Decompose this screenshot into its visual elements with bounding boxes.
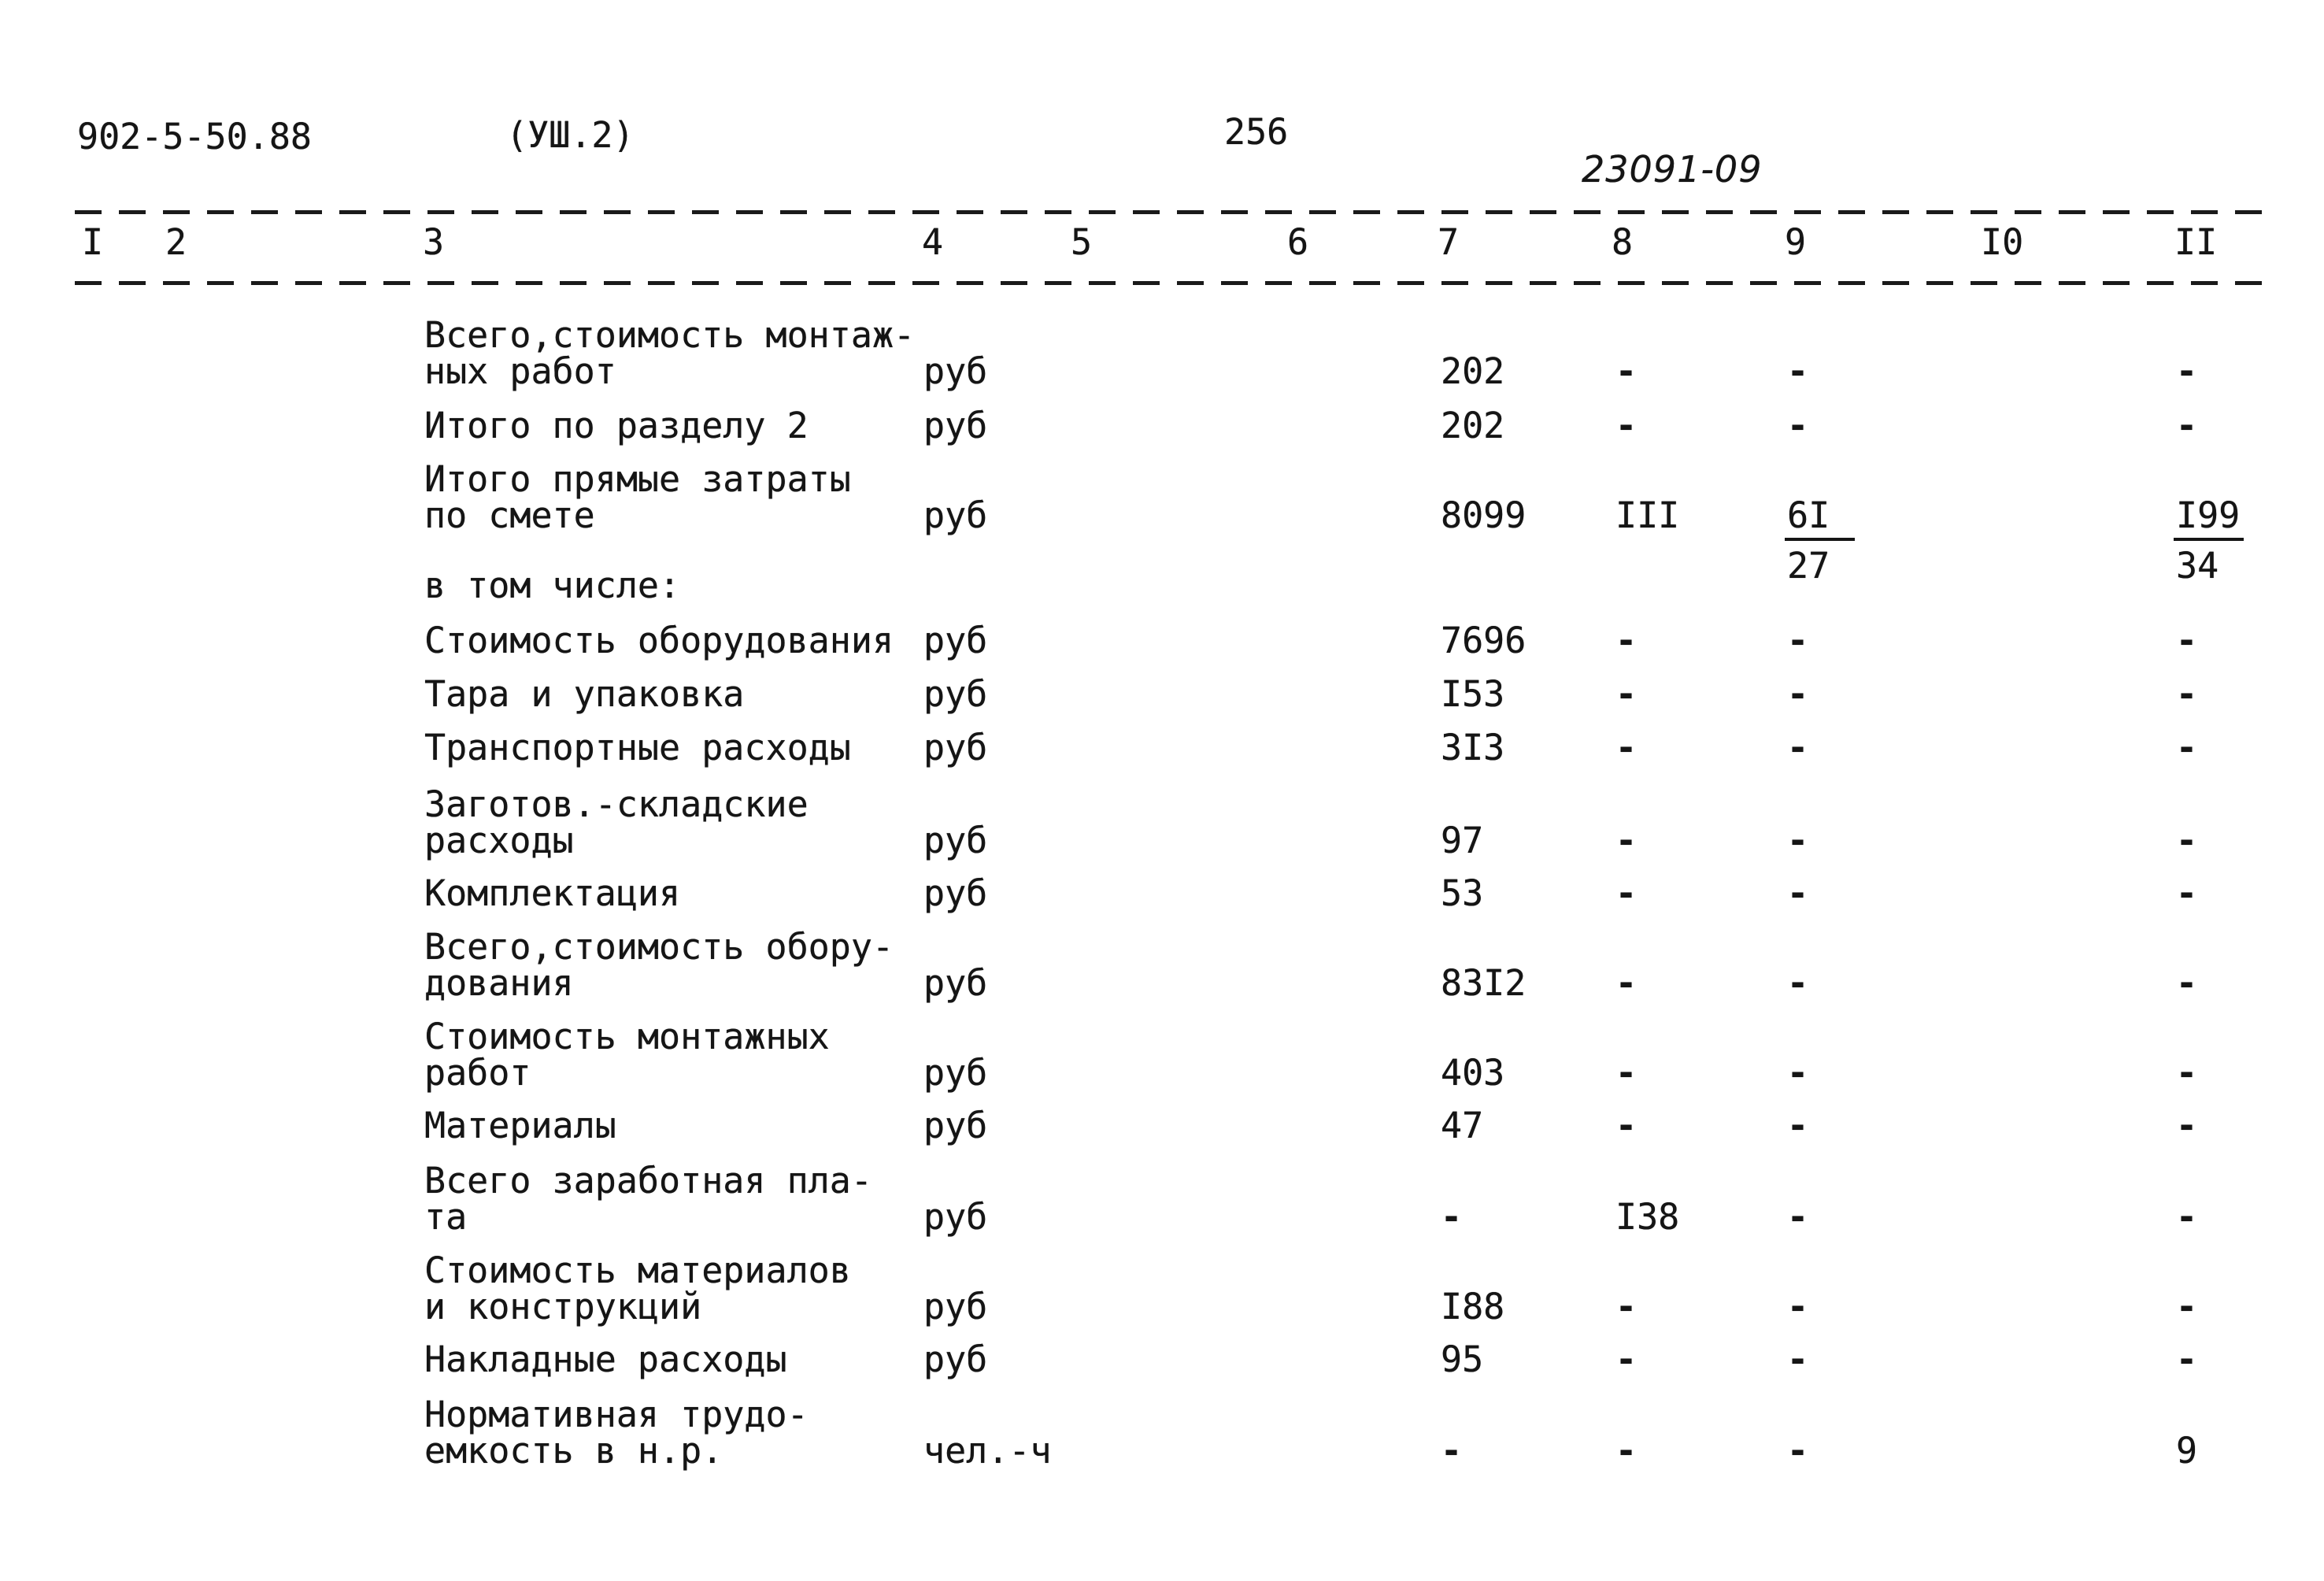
col9-value: - [1787, 1105, 1809, 1146]
col7-value: 53 [1441, 872, 1484, 914]
col9-value: - [1787, 673, 1809, 715]
col9-value: - [1787, 820, 1809, 861]
col9-value: - [1787, 620, 1809, 661]
row-label-line: ных работ [424, 350, 616, 392]
col7-value: I88 [1441, 1286, 1505, 1327]
col7-value: 202 [1441, 350, 1505, 392]
col8-value: - [1615, 1052, 1638, 1094]
volume-label: (УШ.2) [506, 114, 635, 156]
col7-value: I53 [1441, 673, 1505, 715]
row-unit: руб [923, 820, 988, 861]
row-label-line: дования [424, 962, 574, 1004]
row-unit: руб [923, 673, 988, 715]
col9-value: - [1787, 350, 1809, 392]
row-unit: руб [923, 962, 988, 1004]
col11-value: - [2176, 1052, 2198, 1094]
col8-value: - [1615, 872, 1638, 914]
col8-value: - [1615, 673, 1638, 715]
row-label-line: та [424, 1196, 468, 1238]
fraction-numerator: 6I [1787, 494, 1830, 536]
row-unit: руб [923, 1338, 988, 1380]
row-label [424, 314, 916, 392]
col8-value: - [1615, 405, 1638, 446]
row-unit: руб [923, 350, 988, 392]
column-number: I [82, 221, 104, 263]
row-unit: руб [923, 494, 988, 536]
row-label-line: и конструкций [424, 1286, 702, 1327]
column-number: 5 [1071, 221, 1093, 263]
col9-value: - [1787, 962, 1809, 1004]
column-number: II [2174, 221, 2218, 263]
col9-value: - [1787, 1052, 1809, 1094]
col8-value: - [1615, 1286, 1638, 1327]
col9-value: - [1787, 872, 1809, 914]
page-number: 256 [1224, 111, 1289, 153]
col7-value: 8099 [1441, 494, 1527, 536]
row-label [424, 1338, 787, 1380]
row-label-line: в том числе: [424, 565, 681, 606]
row-label [424, 926, 894, 1004]
row-label-line: Стоимость материалов [424, 1250, 851, 1291]
col9-fraction [1787, 494, 1866, 592]
col11-value: - [2176, 350, 2198, 392]
column-number: 4 [922, 221, 944, 263]
row-label-line: Нормативная трудо- [424, 1394, 809, 1435]
col11-value: - [2176, 727, 2198, 768]
row-label-line: Стоимость монтажных [424, 1016, 830, 1057]
row-label-line: Накладные расходы [424, 1338, 787, 1380]
row-label-line: Комплектация [424, 872, 681, 914]
row-label-line: Транспортные расходы [424, 727, 851, 768]
col9-value: - [1787, 1430, 1809, 1472]
col7-value: 95 [1441, 1338, 1484, 1380]
col9-value: - [1787, 1338, 1809, 1380]
row-label [424, 1016, 830, 1094]
row-label-line: емкость в н.р. [424, 1430, 723, 1472]
row-label-line: по смете [424, 494, 595, 536]
col11-value: - [2176, 872, 2198, 914]
col7-value: 97 [1441, 820, 1484, 861]
row-unit: руб [923, 872, 988, 914]
col8-value: - [1615, 620, 1638, 661]
col8-value: - [1615, 1338, 1638, 1380]
col7-value: 403 [1441, 1052, 1505, 1094]
col9-value: - [1787, 405, 1809, 446]
row-label-line: Стоимость оборудования [424, 620, 894, 661]
col8-value: - [1615, 962, 1638, 1004]
col11-value: - [2176, 1196, 2198, 1238]
row-label-line: расходы [424, 820, 574, 861]
column-number: 7 [1438, 221, 1460, 263]
col8-value: - [1615, 1430, 1638, 1472]
dashed-rule-top [75, 210, 2264, 214]
col8-value: - [1615, 727, 1638, 768]
row-label [424, 872, 681, 914]
row-label-line: работ [424, 1052, 531, 1094]
row-label-line: Заготов.-складские [424, 783, 809, 825]
fraction-bar [2174, 538, 2244, 541]
row-label-line: Всего,стоимость обору- [424, 926, 894, 968]
col7-value: 83I2 [1441, 962, 1527, 1004]
col9-value: - [1787, 1196, 1809, 1238]
row-label-line: Материалы [424, 1105, 616, 1146]
col11-value: - [2176, 1286, 2198, 1327]
row-label [424, 1105, 616, 1146]
row-unit: руб [923, 620, 988, 661]
col11-value: - [2176, 820, 2198, 861]
row-unit: чел.-ч [923, 1430, 1052, 1472]
column-number: 2 [165, 221, 187, 263]
row-label-line: Итого прямые затраты [424, 458, 851, 500]
col9-value: - [1787, 1286, 1809, 1327]
project-code: 902-5-50.88 [77, 116, 313, 157]
row-unit: руб [923, 1052, 988, 1094]
col11-fraction [2176, 494, 2255, 592]
col7-value: 3I3 [1441, 727, 1505, 768]
fraction-denominator: 34 [2176, 545, 2219, 587]
col11-value: 9 [2176, 1430, 2198, 1472]
row-label [424, 565, 681, 606]
col9-value: - [1787, 727, 1809, 768]
col11-value: - [2176, 1338, 2198, 1380]
col8-value: - [1615, 350, 1638, 392]
row-unit: руб [923, 405, 988, 446]
row-label [424, 405, 809, 446]
col7-value: - [1441, 1430, 1463, 1472]
row-label-line: Всего заработная пла- [424, 1160, 872, 1201]
col11-value: - [2176, 1105, 2198, 1146]
col8-value: - [1615, 1105, 1638, 1146]
row-unit: руб [923, 727, 988, 768]
row-label-line: Итого по разделу 2 [424, 405, 809, 446]
fraction-numerator: I99 [2176, 494, 2241, 536]
fraction-bar [1785, 538, 1855, 541]
fraction-denominator: 27 [1787, 545, 1830, 587]
row-label [424, 783, 809, 861]
row-unit: руб [923, 1105, 988, 1146]
col8-value: - [1615, 820, 1638, 861]
col11-value: - [2176, 620, 2198, 661]
handwritten-sheet-number: 23091-09 [1582, 148, 1763, 191]
column-number: I0 [1981, 221, 2024, 263]
col8-value: III [1615, 494, 1680, 536]
dashed-rule-bottom [75, 281, 2264, 285]
col7-value: 202 [1441, 405, 1505, 446]
col11-value: - [2176, 962, 2198, 1004]
row-label [424, 1160, 872, 1238]
col11-value: - [2176, 405, 2198, 446]
col8-value: I38 [1615, 1196, 1680, 1238]
column-number: 6 [1287, 221, 1309, 263]
column-number: 9 [1785, 221, 1807, 263]
col7-value: 47 [1441, 1105, 1484, 1146]
col7-value: - [1441, 1196, 1463, 1238]
row-label [424, 458, 851, 536]
row-label [424, 620, 894, 661]
row-label [424, 727, 851, 768]
row-unit: руб [923, 1286, 988, 1327]
row-label [424, 673, 745, 715]
row-unit: руб [923, 1196, 988, 1238]
column-number: 8 [1612, 221, 1634, 263]
row-label-line: Тара и упаковка [424, 673, 745, 715]
col7-value: 7696 [1441, 620, 1527, 661]
col11-value: - [2176, 673, 2198, 715]
row-label [424, 1394, 809, 1472]
column-number: 3 [423, 221, 445, 263]
row-label-line: Всего,стоимость монтаж- [424, 314, 916, 356]
row-label [424, 1250, 851, 1327]
